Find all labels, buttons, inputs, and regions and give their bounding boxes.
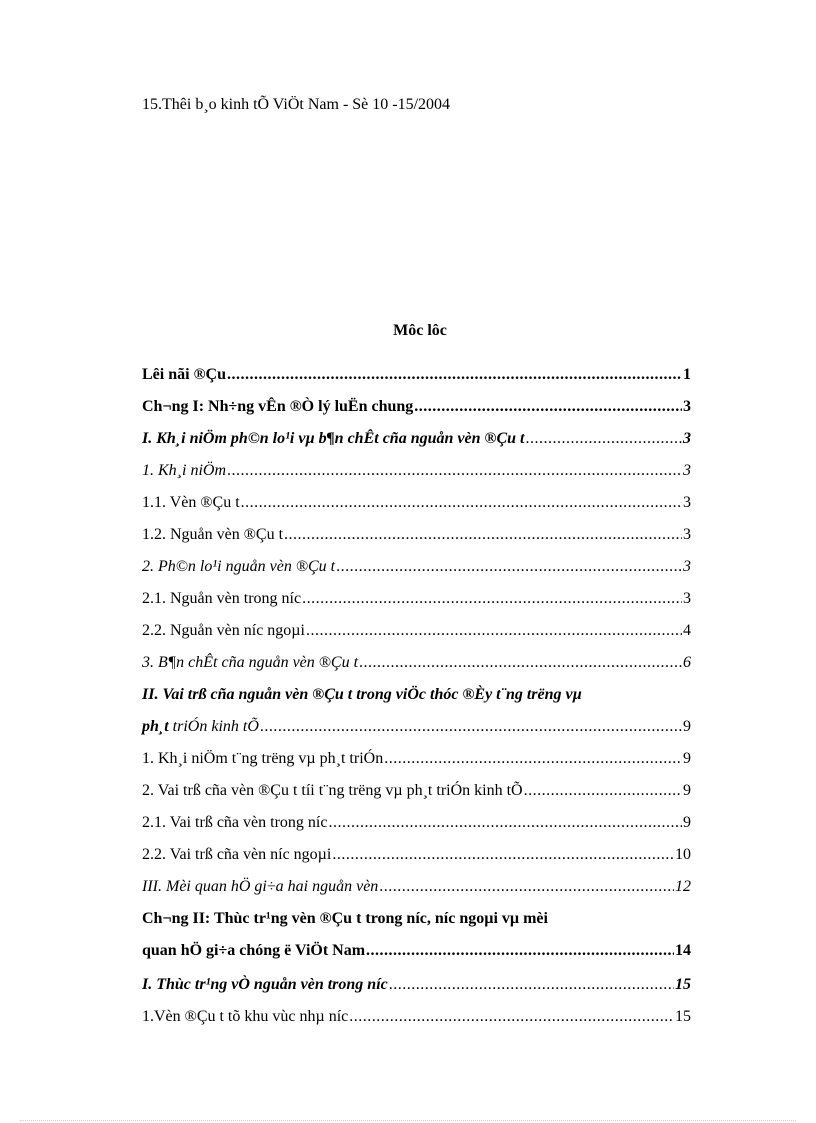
toc-entry-title: 1. Kh¸i niÖm t¨ng trëng vµ ph¸t triÓn [142,750,384,767]
toc-entry-leader [525,428,682,450]
toc-entry [142,974,691,996]
toc-entry [142,940,691,962]
toc-entry [142,684,691,706]
toc-entry-title: 1.Vèn ®Çu t tõ khu vùc nhµ níc [142,1008,349,1025]
toc-entry-page: 3 [683,558,691,575]
toc-entry-title: Ch¬ng II: Thùc tr¹ng vèn ®Çu t trong níc, níc ngoµi vµ mèi [142,910,548,927]
toc-entry-leader [241,492,682,514]
toc-entry-page: 3 [683,590,691,607]
toc-entry-leader [332,844,674,866]
toc-entry-page: 9 [683,814,691,831]
toc-entry-page: 3 [683,494,691,511]
toc-entry-page: 10 [675,846,691,863]
toc-entry-title: 1.1. Vèn ®Çu t [142,494,240,511]
toc-entry-title: 2. Vai trß cña vèn ®Çu t tíi t¨ng trëng vµ ph¸t triÓn kinh tÕ [142,782,523,799]
toc-entry-title [142,716,259,738]
toc-entry-page: 3 [683,430,691,447]
toc-entry-page: 15 [675,976,691,993]
toc-entry [142,844,691,866]
toc-title: Môc lôc [393,322,447,339]
reference-entry: 15.Thêi b¸o kinh tÕ ViÖt Nam - Sè 10 -15/2004 [142,96,451,113]
toc-entry-title-rest-part: triÓn kinh tÕ [168,718,259,735]
toc-entry-leader [227,460,682,482]
toc-entry-page: 4 [683,622,691,639]
toc-entry-leader [227,364,682,386]
toc-entry-title: II. Vai trß cña nguån vèn ®Çu t trong viÖc thóc ®Èy t¨ng trëng vµ [142,686,582,703]
toc-entry [142,460,691,482]
page-bottom-rule [20,1120,796,1121]
toc-entry [142,780,691,802]
toc-entry [142,620,691,642]
toc-entry [142,492,691,514]
toc-entry-page: 9 [683,750,691,767]
toc-entry [142,556,691,578]
toc-entry-title: 1. Kh¸i niÖm [142,462,226,479]
toc-entry-title: quan hÖ gi÷a chóng ë ViÖt Nam [142,942,366,959]
toc-entry-leader [336,556,682,578]
toc-entry [142,428,691,450]
toc-entry-leader [389,974,674,996]
toc-entry-leader [260,716,682,738]
toc-entry-page: 3 [683,462,691,479]
toc-entry-page: 6 [683,654,691,671]
toc-entry-page: 1 [683,366,691,383]
toc-entry-leader [359,652,682,674]
toc-entry-title: 2.2. Nguån vèn níc ngoµi [142,622,305,639]
toc-entry [142,812,691,834]
toc-entry-title: 2.1. Vai trß cña vèn trong níc [142,814,328,831]
toc-entry-leader [328,812,682,834]
toc-entry-title: Ch¬ng I: Nh÷ng vÊn ®Ò lý luËn chung [142,398,414,415]
toc-entry-title: 1.2. Nguån vèn ®Çu t [142,526,284,543]
toc-entry-title: 3. B¶n chÊt cña nguån vèn ®Çu t [142,654,359,671]
toc-entry [142,364,691,386]
toc-entry-leader [379,876,674,898]
toc-entry-title: 2.1. Nguån vèn trong níc [142,590,302,607]
toc-entry-leader [366,940,674,962]
toc-entry-page: 3 [683,398,691,415]
toc-entry-page: 3 [683,526,691,543]
toc-entry [142,1006,691,1028]
toc-entry-title: 2. Ph©n lo¹i nguån vèn ®Çu t [142,558,336,575]
toc-entry [142,876,691,898]
toc-entry-title-bold-part: ph¸t [142,718,169,735]
toc-entry-leader [306,620,682,642]
toc-entry-leader [524,780,682,802]
toc-entry-title: 2.2. Vai trß cña vèn níc ngoµi [142,846,332,863]
toc-entry [142,588,691,610]
toc-entry-leader [302,588,682,610]
toc-entry-title: I. Kh¸i niÖm ph©n lo¹i vµ b¶n chÊt cña nguån vèn ®Çu t [142,430,525,447]
toc-entry-page: 14 [675,942,691,959]
toc-entry [142,716,691,738]
toc-entry [142,524,691,546]
toc-entry-title: I. Thùc tr¹ng vÒ nguån vèn trong níc [142,976,388,993]
toc-entry-leader [349,1006,674,1028]
toc-entry-page: 9 [683,718,691,735]
toc-entry [142,908,691,930]
toc-entry [142,652,691,674]
toc-entry-page: 9 [683,782,691,799]
toc-entry-leader [384,748,682,770]
toc-entry-page: 12 [675,878,691,895]
toc-entry-leader [414,396,682,418]
toc-entry [142,748,691,770]
toc-entry-title: Lêi nãi ®Çu [142,366,226,383]
toc-entry-page: 15 [675,1008,691,1025]
toc-entry [142,396,691,418]
toc-entry-leader [284,524,682,546]
toc-entry-title: III. Mèi quan hÖ gi÷a hai nguån vèn [142,878,379,895]
